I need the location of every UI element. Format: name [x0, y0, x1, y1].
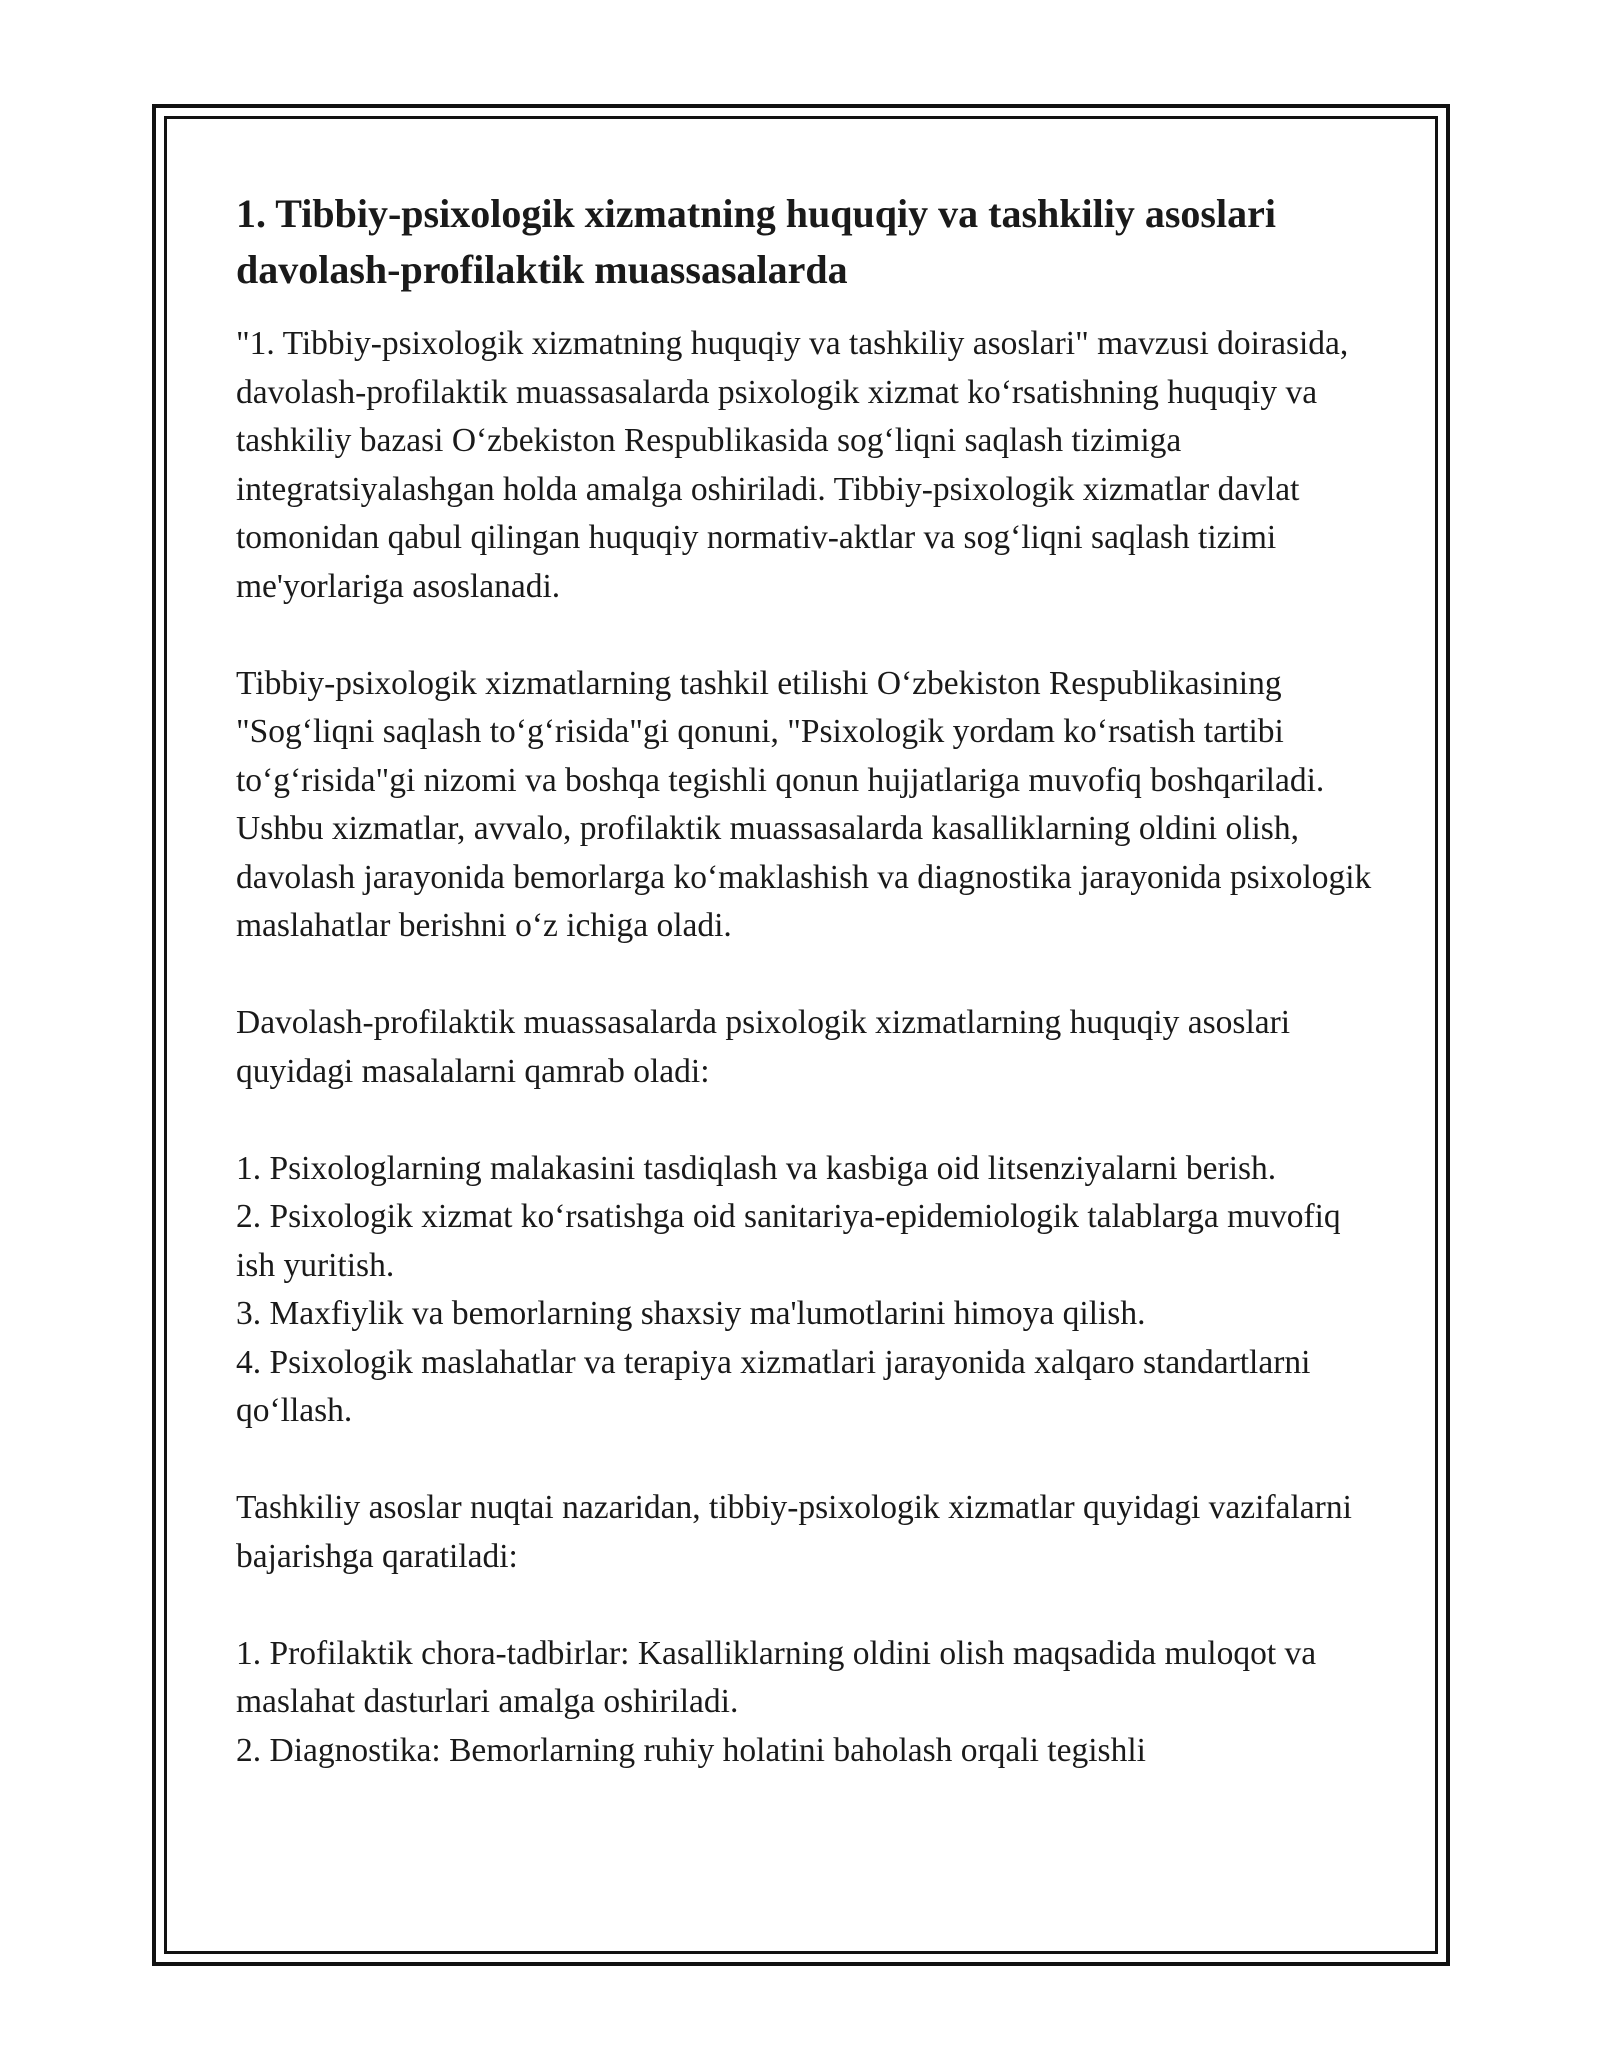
- section-heading: [236, 186, 1376, 298]
- body-text: [236, 320, 1376, 1775]
- list-item: 4. Psixologik maslahatlar va terapiya xizmatlari jarayonida xalqaro standartlarni qo‘llash.: [236, 1343, 1311, 1429]
- legal-issues-list: [236, 1145, 1376, 1436]
- list-item: 2. Psixologik xizmat ko‘rsatishga oid sanitariya-epidemiologik talablarga muvofiq ish yuritish.: [236, 1198, 1341, 1284]
- paragraph-organization: Tibbiy-psixologik xizmatlarning tashkil etilishi O‘zbekiston Respublikasining "Sog‘liqni saqlash to‘g‘risida"gi qonuni, "Psixologik yordam ko‘rsatish tartibi to‘g‘risida"gi nizomi va boshqa tegishli qonun hujjatlariga muvofiq boshqariladi. Ushbu xizmatlar, avvalo, profilaktik muassasalarda kasalliklarning oldini olish, davolash jarayonida bemorlarga ko‘maklashish va diagnostika jarayonida psixologik maslahatlar berishni o‘z ichiga oladi.: [236, 664, 1372, 944]
- list-item: 1. Psixologlarning malakasini tasdiqlash va kasbiga oid litsenziyalarni berish.: [236, 1149, 1277, 1187]
- list-item: 1. Profilaktik chora-tadbirlar: Kasalliklarning oldini olish maqsadida muloqot va maslahat dasturlari amalga oshiriladi.: [236, 1634, 1317, 1720]
- document-content: [236, 186, 1376, 1775]
- tasks-list: [236, 1630, 1376, 1776]
- list-item: 3. Maxfiylik va bemorlarning shaxsiy ma'lumotlarini himoya qilish.: [236, 1295, 1146, 1332]
- section-heading-line-1: 1. Tibbiy-psixologik xizmatning huquqiy va tashkiliy asoslari: [236, 191, 1276, 236]
- paragraph-intro: "1. Tibbiy-psixologik xizmatning huquqiy va tashkiliy asoslari" mavzusi doirasida, davolash-profilaktik muassasalarda psixologik xizmat ko‘rsatishning huquqiy va tashkiliy bazasi O‘zbekiston Respublikasida sog‘liqni saqlash tizimiga integratsiyalashgan holda amalga oshiriladi. Tibbiy-psixologik xizmatlar davlat tomonidan qabul qilingan huquqiy normativ-aktlar va sog‘liqni saqlash tizimi me'yorlariga asoslanadi.: [236, 325, 1349, 605]
- section-heading-line-2: davolash-profilaktik muassasalarda: [236, 247, 848, 292]
- paragraph-organizational-basis: Tashkiliy asoslar nuqtai nazaridan, tibbiy-psixologik xizmatlar quyidagi vazifalarni bajarishga qaratiladi:: [236, 1489, 1352, 1575]
- list-item: 2. Diagnostika: Bemorlarning ruhiy holatini baholash orqali tegishli: [236, 1731, 1146, 1769]
- paragraph-legal-basis: Davolash-profilaktik muassasalarda psixologik xizmatlarning huquqiy asoslari quyidagi masalalarni qamrab oladi:: [236, 1004, 1291, 1090]
